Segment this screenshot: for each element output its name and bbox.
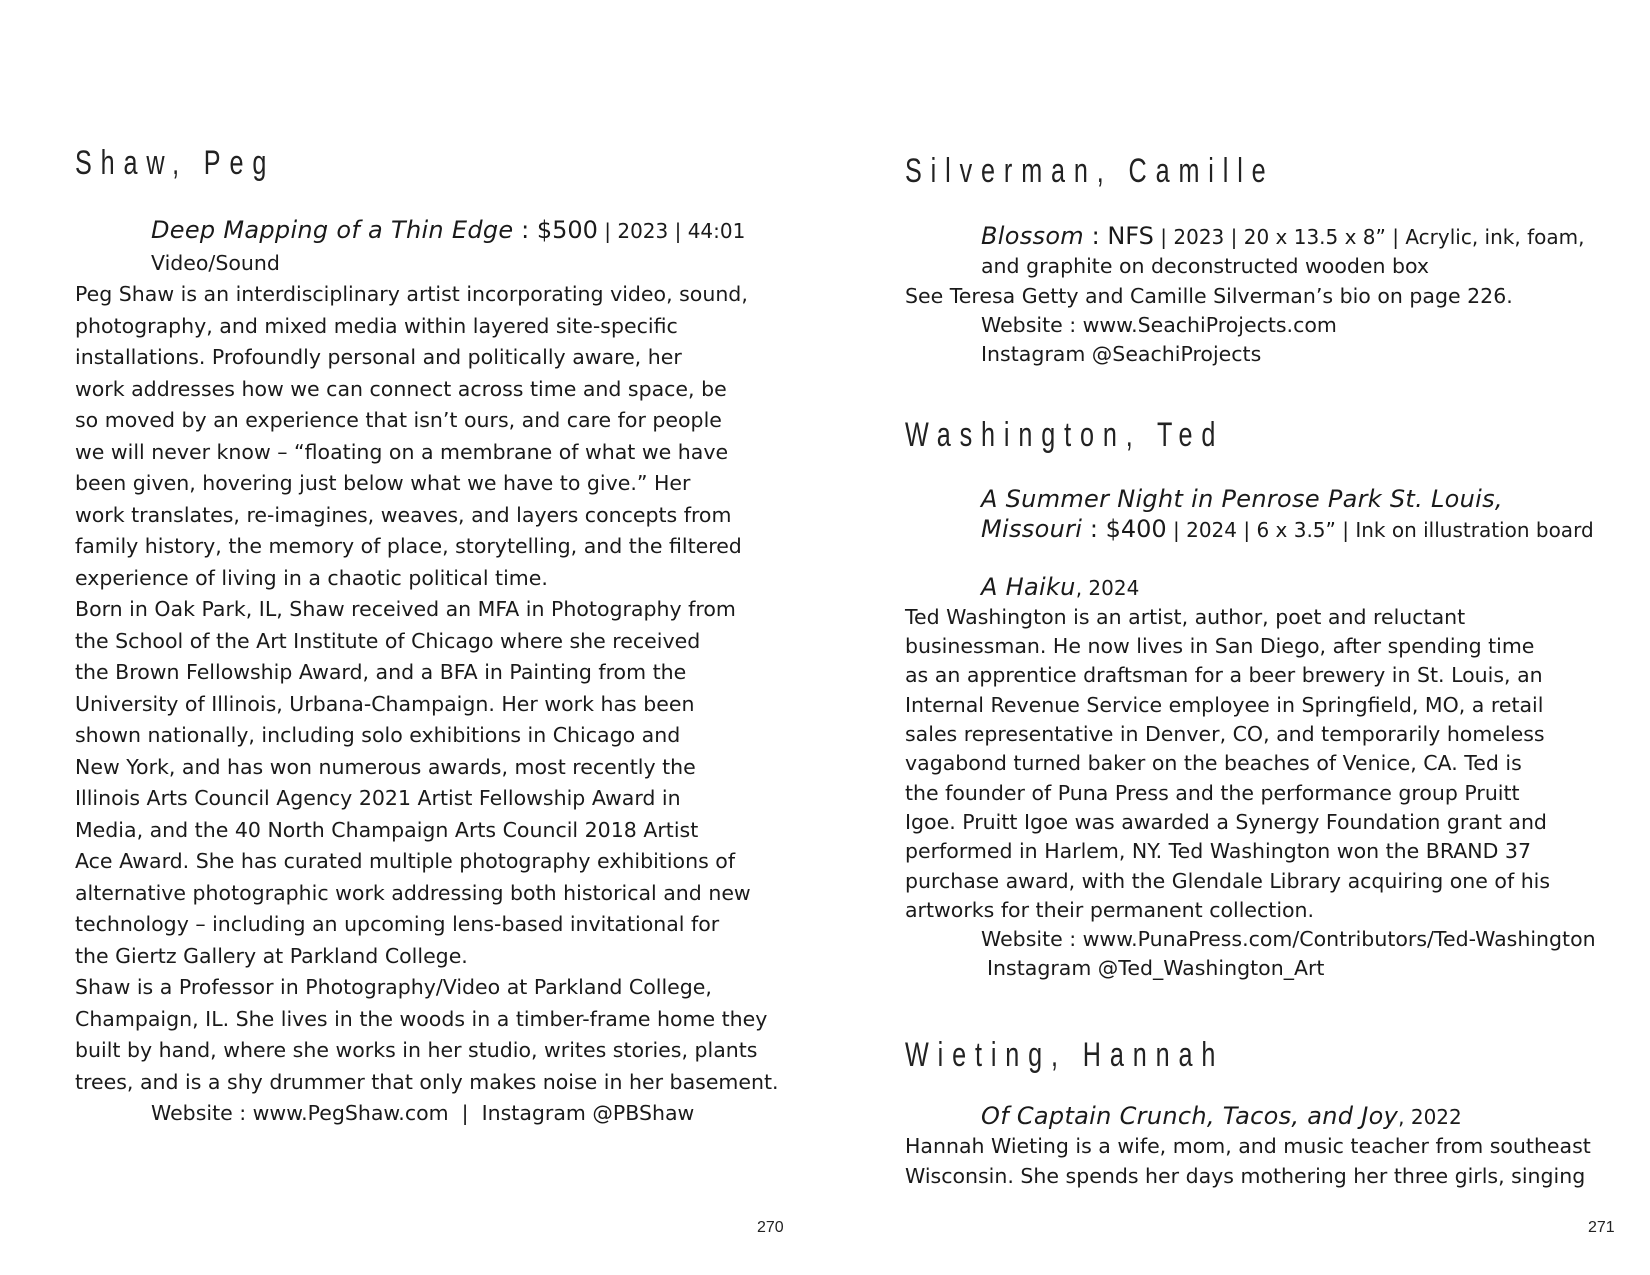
bio-line: Ace Award. She has curated multiple photography exhibitions of [75, 849, 736, 873]
bio-line: New York, and has won numerous awards, most recently the [75, 754, 696, 779]
bio-line: installations. Profoundly personal and politically aware, her [75, 345, 682, 369]
wieting-entry [905, 1102, 1625, 1191]
bio-line: Internal Revenue Service employee in Springfield, MO, a retail [905, 692, 1544, 717]
silverman-see-also: See Teresa Getty and Camille Silverman’s bio on page 226. [905, 283, 1513, 308]
bio-line: been given, hovering just below what we have to give.” Her [75, 471, 691, 495]
shaw-work-line [75, 215, 775, 248]
artist-name-washington: Washington, Ted [905, 416, 1225, 454]
bio-line: vagabond turned baker on the beaches of Venice, CA. Ted is [905, 751, 1522, 776]
bio-line: the Giertz Gallery at Parkland College. [75, 943, 468, 968]
washington-instagram: Instagram @Ted_Washington_Art [987, 956, 1325, 981]
silverman-website: Website : www.SeachiProjects.com [981, 312, 1337, 337]
bio-line: photography, and mixed media within layered site-specific [75, 313, 678, 338]
bio-line: experience of living in a chaotic political time. [75, 565, 548, 590]
bio-line: alternative photographic work addressing both historical and new [75, 880, 751, 905]
bio-line: Hannah Wieting is a wife, mom, and music teacher from southeast [905, 1134, 1591, 1159]
shaw-work-meta: | 2023 | 44:01 [597, 219, 746, 243]
bio-line: Media, and the 40 North Champaign Arts Council 2018 Artist [75, 817, 699, 842]
washington-work-title-a: A Summer Night in Penrose Park St. Louis, [981, 485, 1503, 513]
washington-work-title-line1 [905, 485, 1625, 515]
bio-line: shown nationally, including solo exhibitions in Chicago and [75, 723, 681, 747]
washington-work2-year: , 2024 [1075, 575, 1140, 600]
washington-bio [905, 603, 1625, 925]
wieting-work-year: , 2022 [1398, 1105, 1462, 1129]
bio-line: Illinois Arts Council Agency 2021 Artist Fellowship Award in [75, 786, 681, 810]
washington-work-price: : $400 [1082, 515, 1167, 544]
bio-line: purchase award, with the Glendale Library acquiring one of his [905, 868, 1551, 893]
bio-line: as an apprentice draftsman for a beer brewery in St. Louis, an [905, 663, 1543, 688]
artist-name-silverman: Silverman, Camille [905, 152, 1275, 190]
bio-line: work addresses how we can connect across time and space, be [75, 376, 727, 401]
wieting-bio [905, 1132, 1625, 1191]
shaw-work-medium: Video/Sound [151, 250, 280, 275]
washington-work-title-b: Missouri [981, 515, 1083, 544]
bio-line: the founder of Puna Press and the performance group Pruitt [905, 780, 1520, 805]
bio-line: technology – including an upcoming lens-based invitational for [75, 912, 720, 936]
bio-line: the School of the Art Institute of Chicago where she received [75, 628, 701, 653]
right-page [825, 0, 1650, 1275]
wieting-work-line [905, 1102, 1625, 1132]
bio-line: artworks for their permanent collection. [905, 897, 1315, 922]
page-number-left: 270 [757, 1219, 784, 1236]
bio-line: University of Illinois, Urbana-Champaign. Her work has been [75, 691, 695, 716]
bio-line: performed in Harlem, NY. Ted Washington won the BRAND 37 [905, 839, 1532, 864]
washington-entry [905, 485, 1625, 984]
shaw-entry [75, 215, 779, 1130]
bio-line: Wisconsin. She spends her days mothering her three girls, singing [905, 1163, 1586, 1188]
silverman-work-title: Blossom [981, 222, 1084, 250]
bio-line: Born in Oak Park, IL, Shaw received an MFA in Photography from [75, 597, 736, 621]
artist-name-shaw: Shaw, Peg [75, 144, 276, 182]
washington-website: Website : www.PunaPress.com/Contributors/Ted-Washington [981, 927, 1596, 952]
bio-line: family history, the memory of place, storytelling, and the filtered [75, 534, 742, 558]
artist-name-wieting: Wieting, Hannah [905, 1036, 1225, 1074]
bio-line: Shaw is a Professor in Photography/Video at Parkland College, [75, 975, 712, 999]
bio-line: the Brown Fellowship Award, and a BFA in Painting from the [75, 660, 687, 684]
bio-line: built by hand, where she works in her studio, writes stories, plants [75, 1038, 758, 1062]
shaw-bio [75, 279, 779, 1098]
silverman-work-medium: and graphite on deconstructed wooden box [981, 254, 1430, 279]
washington-work-line2 [905, 515, 1625, 545]
shaw-work-price: : $500 [513, 216, 598, 244]
washington-work2-line [905, 573, 1625, 603]
shaw-contact: Website : www.PegShaw.com | Instagram @PBShaw [151, 1101, 695, 1125]
bio-line: Igoe. Pruitt Igoe was awarded a Synergy Foundation grant and [905, 809, 1547, 834]
bio-line: Ted Washington is an artist, author, poet and reluctant [905, 604, 1466, 629]
bio-line: Champaign, IL. She lives in the woods in a timber-frame home they [75, 1006, 768, 1031]
washington-work-meta: | 2024 | 6 x 3.5” | Ink on illustration board [1166, 518, 1594, 543]
page-number-right: 271 [1588, 1219, 1615, 1236]
silverman-work-line [905, 222, 1625, 252]
bio-line: trees, and is a shy drummer that only makes noise in her basement. [75, 1069, 779, 1094]
shaw-work-title: Deep Mapping of a Thin Edge [151, 216, 514, 244]
silverman-work-meta: | 2023 | 20 x 13.5 x 8” | Acrylic, ink, foam, [1153, 225, 1585, 249]
wieting-work-title: Of Captain Crunch, Tacos, and Joy [981, 1102, 1399, 1130]
silverman-entry [905, 222, 1625, 369]
silverman-work-price: : NFS [1084, 222, 1154, 250]
washington-work2-title: A Haiku [981, 572, 1076, 601]
silverman-instagram: Instagram @SeachiProjects [981, 342, 1262, 367]
bio-line: sales representative in Denver, CO, and temporarily homeless [905, 722, 1545, 747]
bio-line: we will never know – “floating on a membrane of what we have [75, 439, 729, 464]
bio-line: Peg Shaw is an interdisciplinary artist incorporating video, sound, [75, 282, 748, 306]
bio-line: so moved by an experience that isn’t ours, and care for people [75, 408, 722, 432]
bio-line: businessman. He now lives in San Diego, after spending time [905, 634, 1535, 659]
bio-line: work translates, re-imagines, weaves, and layers concepts from [75, 502, 732, 527]
